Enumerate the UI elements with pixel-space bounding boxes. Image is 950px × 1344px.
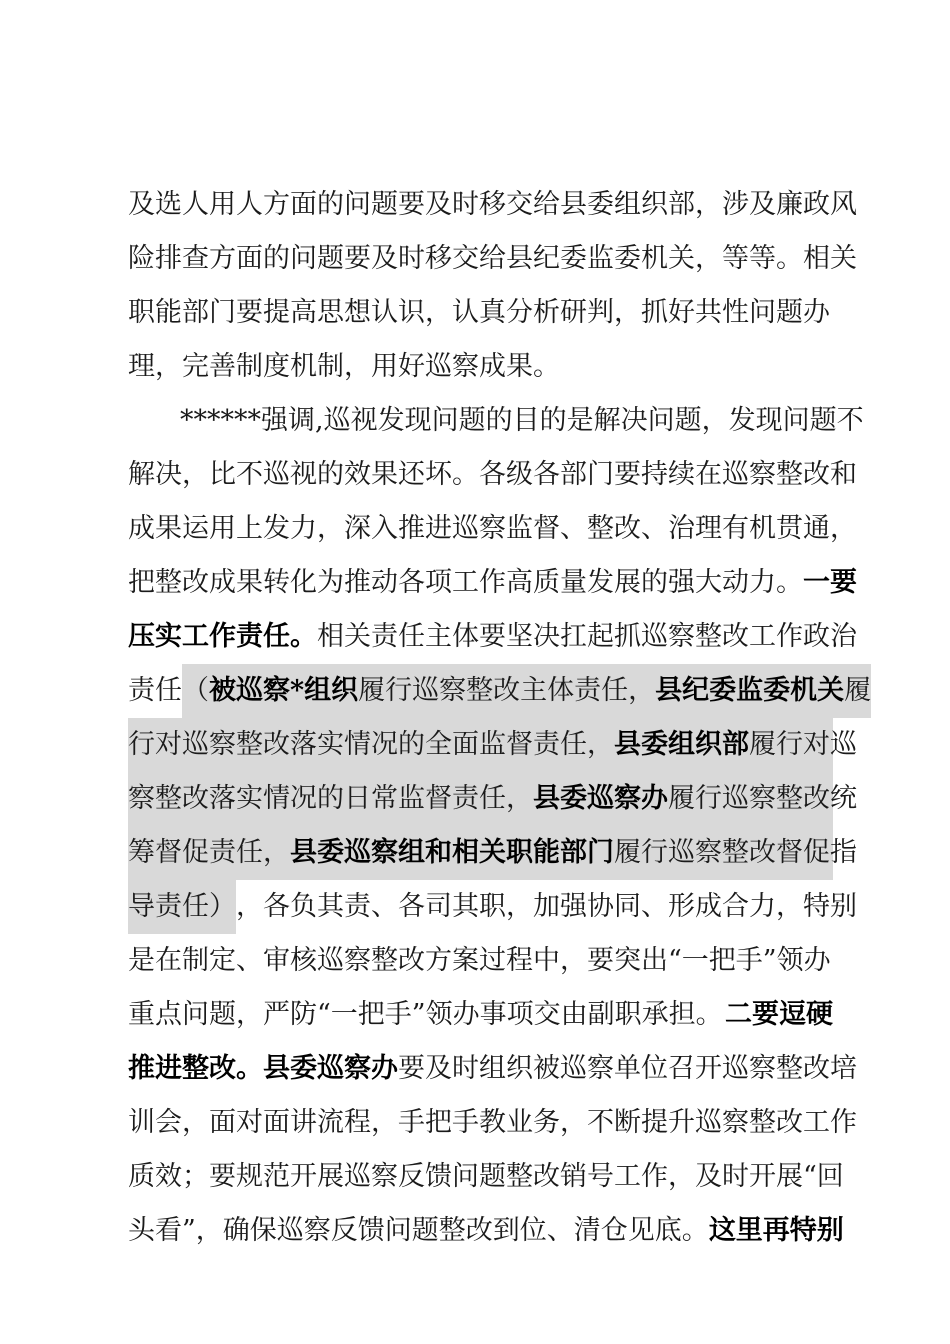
text-run: 相关责任主体要坚决扛起抓巡察整改工作政治 (317, 621, 857, 652)
text-line (128, 1204, 844, 1258)
text-run: 要及时组织被巡察单位召开巡察整改培 (398, 1053, 857, 1084)
highlighted-run: 察整改落实情况的日常监督责任， (128, 783, 533, 814)
text-run: 职能部门要提高思想认识，认真分析研判，抓好共性问题办 (128, 297, 830, 328)
text-line (128, 448, 857, 502)
text-line (128, 502, 857, 556)
text-run: ，各负其责、各司其职，加强协同、形成合力，特别 (236, 891, 857, 922)
text-line (128, 1042, 857, 1096)
text-line (128, 718, 857, 772)
bold-highlighted-run: 县委巡察办 (533, 783, 668, 814)
bold-highlighted-run: 被巡察*组织 (209, 664, 358, 718)
text-line (128, 934, 833, 988)
document-body (128, 178, 872, 1258)
text-line (128, 772, 857, 826)
bold-entity-run: 县委巡察办 (263, 1053, 398, 1084)
text-run: ******强调,巡视发现问题的目的是解决问题，发现问题不 (180, 405, 864, 436)
text-line (128, 1150, 844, 1204)
highlighted-run: 履 (844, 664, 871, 718)
text-run: 险排查方面的问题要及时移交给县纪委监委机关，等等。相关 (128, 243, 857, 274)
text-run: 成果运用上发力，深入推进巡察监督、整改、治理有机贯通， (128, 513, 857, 544)
highlighted-run: 履行对巡 (749, 729, 857, 760)
text-run: 责任 (128, 675, 182, 706)
text-run: 理，完善制度机制，用好巡察成果。 (128, 351, 560, 382)
text-line (128, 664, 872, 718)
bold-heading-run: 二要逗硬 (725, 999, 833, 1030)
text-line (128, 178, 857, 232)
text-run: 把整改成果转化为推动各项工作高质量发展的强大动力。 (128, 567, 803, 598)
text-run: 头看”，确保巡察反馈问题整改到位、清仓见底。 (128, 1215, 709, 1246)
highlighted-run: 导责任） (128, 880, 236, 934)
text-line (128, 826, 857, 880)
bold-heading-run: 一要 (803, 567, 857, 598)
text-line (128, 1096, 857, 1150)
text-run: 质效；要规范开展巡察反馈问题整改销号工作，及时开展“回 (128, 1161, 844, 1192)
bold-highlighted-run: 县纪委监委机关 (655, 664, 844, 718)
text-line (128, 988, 833, 1042)
text-run: 重点问题，严防“一把手”领办事项交由副职承担。 (128, 999, 723, 1030)
text-run: 训会，面对面讲流程，手把手教业务，不断提升巡察整改工作 (128, 1107, 857, 1138)
text-line (128, 556, 857, 610)
text-run: 是在制定、审核巡察整改方案过程中，要突出“一把手”领办 (128, 945, 831, 976)
text-line (128, 394, 864, 448)
highlighted-run: 履行巡察整改督促指 (614, 837, 857, 868)
bold-highlighted-run: 县委组织部 (614, 729, 749, 760)
text-run: 解决，比不巡视的效果还坏。各级各部门要持续在巡察整改和 (128, 459, 857, 490)
text-line (128, 610, 857, 664)
bold-heading-run: 压实工作责任。 (128, 621, 317, 652)
highlighted-run: 履行巡察整改统 (668, 783, 857, 814)
text-line (128, 880, 857, 934)
text-run: 及选人用人方面的问题要及时移交给县委组织部，涉及廉政风 (128, 189, 857, 220)
bold-heading-run: 这里再特别 (708, 1215, 844, 1246)
highlighted-run: 筹督促责任， (128, 837, 290, 868)
text-line (128, 286, 833, 340)
highlighted-run: （ (182, 664, 209, 718)
bold-heading-run: 推进整改。 (128, 1053, 263, 1084)
text-line (128, 232, 857, 286)
highlighted-run: 行对巡察整改落实情况的全面监督责任， (128, 729, 614, 760)
highlighted-run: 履行巡察整改主体责任， (358, 664, 655, 718)
text-line (128, 340, 833, 394)
bold-highlighted-run: 县委巡察组和相关职能部门 (290, 837, 614, 868)
